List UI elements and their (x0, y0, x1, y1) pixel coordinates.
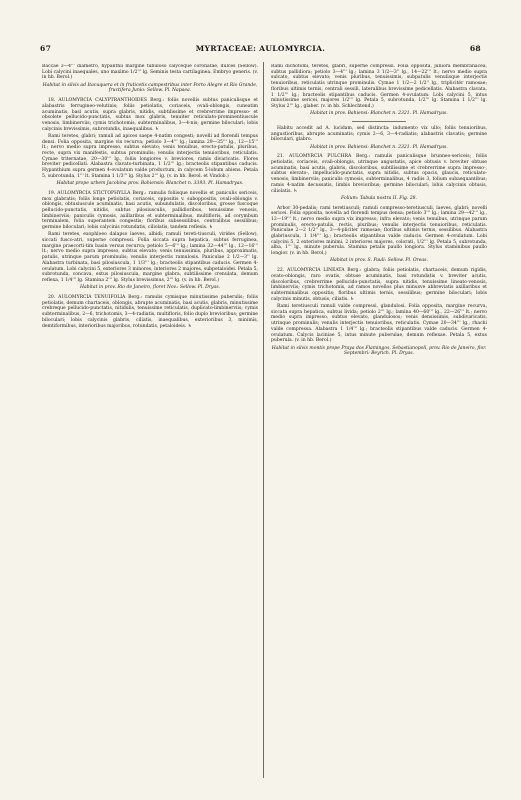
page-number-left: 67 (40, 44, 52, 53)
habitat-note: Habitat in prov. Rio de Janeiro, floret Nov.: Sellow. Pl. Dryas. (80, 285, 220, 291)
habitat-note: Habitat in prov. Bahiensi: Blanchet n. 2321. Pl. Hamadryas. (310, 111, 448, 117)
species-paragraph: 21. AULOMYRCIA PULCHRA Berg.: ramulis paniculisque brunneo-sericeis; foliis petiolatis, coriaceis, ovali-oblongis, utrinque angustatis, apice obtusis v. breviter obtuse acuminatis, basi acutis, glabris, discoloribus, subtilissime et crebrerrime supra impresso-, subtus elevato-, impellucido-punctatis, supra nitidis, subtus opacis, glaucis, reticulato-venosis, limbinerviis; paniculis cymosis, subterminalibus, 4 radiis 3, folium subaequantibus; ramis 4-natim decussatis, limbis brevioribus; germine biloculari; lobis calycinis obtusis, ciliolatis. ♄ (271, 154, 487, 194)
habitat-note: Habitat in prov. S. Pauli: Sellow. Pl. Oreas. (330, 258, 428, 264)
right-column (271, 64, 487, 780)
species-paragraph: Rami dichotomi, teretes, glabri, superne compressi. Folia opposita, juniora membranacea, subtus pallidiora; petiolo 3—4''' lg.; lamina 3 1/2—3'' lg., 14—22''' lt.; nervo medio supra sulcato, subtus elevato; venis pluribus, tenuissimis, subpatulis venulisque interjectis tenuioribus, reticulatis utrinque prominulis. Cymae 1 1/2—2 1/2'' lg., triplicitér ramosae; floribus ultimis ternis, centrali sessili, lateralibus brevissime pedicellatis. Alabastra clavata, 1 1/2''' lg.; bracteolis stipantibus caducis. Germen 4-ovulatum. Lobi calycini 5, intus minutissime sericei, majores 1/2''' lg. Petala 5, subrotunda, 1/2''' lg. Stamina 1 1/2''' lg. Stylus 2''' lg., glaber. (v. in hb. Schlechtend.) (271, 64, 487, 109)
species-paragraph: 22. AULOMYRCIA LINEATA Berg.: glabra; foliis petiolatis, chartaceis, demum rigidis, ovato-oblongis, raro ovatis, obtuse acuminatis, basi rotundatis v. breviter acutis, discoloribus, crebrerrime pellucido-punctatis, supra nitidis, tenuissime lineato-venosis, limbinerviis; cymis trichotomis, ad ramos novellos plus minusve abbreviatis axillaribus et subterminalibus oppositis; floribus ultimis ternis, sessilibus; germine biloculari; lobis calycinis minutis, obtusis, ciliatis. ♄ (271, 268, 487, 302)
left-column (42, 64, 258, 780)
species-paragraph: 20. AULOMYRCIA TENUIFOLIA Berg.: ramulis cymisque minutissime puberulis; foliis petiolatis, demum chartaceis, oblongis, abrupte acuminatis, basi acutis, glabris, minutissime crebreque pellucido-punctatis, nitidulis, tenuissime reticulatis, duplicato-limbinerviis; cymis subterminalibus, 2—6, trichotomis, 3—4-radiatis, multifloris, folio duplo brevioribus; germine biloculari; lobis calycinis glabris, ciliatis, inaequalibus, exterioribus 3, minimis, demtiformibus, interioribus majoribus, rotundatis, petaloideis. ♄ (42, 294, 258, 329)
habitat-note: Habitat in silvis ad Itacuquera et in fruticetis campestribus inter Porto Alegre et Rio Grande, fructifera Junio: Sellow. Pl. Napaea. (42, 82, 258, 94)
section-rule (352, 121, 406, 122)
habitat-note: Folium: Tabula nostra II. Fig. 28. (341, 195, 417, 201)
species-paragraph: Rami teretes, exophloeo dalapso laeves, albidi; ramuli tereti-tiusculi, virides (Sellow), siccati fusco-atri, superne compressi. Folia siccata supra hepatica, subtus ferruginea, margine praecorti-tim basin versus recurva; petiolo 5—6''' lg.; lamina 32—44''' lg., 12—16''' lt.; nervo medio supra impresso, subtus elevato; venis tenuissimis, pluribus, approximatis, patulis, utrinque parum prominulis; venulis interjectis ramulosis. Paniculae 2 1/2—3'' lg. Alabastra turbinata, basi pilosiuscula, 1 1/3''' lg.; bracteolis stipantibus caducis. Germen 4-ovulatum. Lobi calycini 5, exteriores 3 minores, interiores 2 majores, subpetaloidei. Petala 5, subrotunda, concava, extus pilosiuscula, margine glabra, subtilissime crenulata, demum reflexa, 1 1/4''' lg. Stamina 2''' lg. Stylus brevissimus, 2''' lg. (v. in hb. Berol.) (42, 232, 258, 283)
species-paragraph: Baccae 3—4''' diametro, hypanthii margine tubuloso calyceque coronatae, dulces (Sellow). Lobi calycini inaequales, uno maximo 1/2''' lg. Seminis testa cartilaginea. Embryo generis. (v. in hb. Berol.) (42, 64, 258, 81)
habitat-note: Habitat prope urbem Jacobina prov. Bahiensis: Blanchet n. 3393. Pl. Hamadryas. (56, 181, 244, 187)
habitat-note: Habitat in prov. Bahiensi: Blanchet n. 2321. Pl. Hamadryas. (310, 144, 448, 150)
species-paragraph: Arbor 30-pedalis; rami teretiusculi; ramuli compresso-teretiusculi, laeves, glabri; novelli sericei. Folia opposita, novella ad florendi tempus densa; petiolo 3''' lg.; lamina 29—42''' lg., 12—19''' lt.; nervo medio supra vix impresso, infra elevato; venis tenuibus, utrinque parum prominulis, erecto-patulis, rectis, pluribus; venulis interjectis tenuioribus, reticulatis. Paniculae 2—2 1/2'' lg., 3—4-pliciter ramosae; floribus ultimis ternis, sessilibus. Alabastra glabriuscula, 1 1/4''' lg.; bracteolis stipantibus valde caducis. Germen 4-ovulatum. Lobi calycini 5, 2 exteriores minimi, 2 interiores majores, colorati, 1/2''' lg. Petala 5, subrotunda, alba, 1''' lg., minute puberula. Stamina petalis paullo longiora. Stylus staminibus paullo longior. (v. in hb. Berol.) (271, 205, 487, 257)
habitat-note: Habitat in silvis montis prope Praya dos Flamingos, Sebastianopoli, prov. Rio de Janeiro, flor. Septembri: Beyrich. Pl. Dryas. (271, 345, 487, 357)
species-paragraph: Rami teretiusculi ramuli valde compressi, glandulosi. Folia opposita, margine recurva, siccata supra hepatica, subtus livida; petiolo 2''' lg.; lamina 40—60''' lg., 22—26''' lt.; nervo medio supra impresso, subtus elevato, glandulosos; venis densissimis, subdivaricatis, utrinque prominulis; venulis interjectis tenuioribus, reticulatis. Cymae 20—34''' lg., rhachi valde compressa. Alabastra 1 1/4''' lg.; bracteolis stipantibus valde caducis. Germen 4-ovulatum. Calycis laciniae 5, intus minute puberulae, demum reflexae. Petala 5, extus puberula. (v. in hb. Berol.) (271, 303, 487, 344)
column-divider (263, 62, 264, 778)
running-title: MYRTACEAE: AULOMYRCIA. (195, 44, 326, 53)
page-number-right: 68 (469, 44, 481, 53)
species-paragraph: Rami teretes, glabri; ramuli ad apices saepe 4-natim congesti; novelli ad florendi tempus densi. Folia opposita, margine vix recurva; petiolo 3—4''' lg.; lamina 29—35''' lg., 12—15''' lt.; nervo medio supra impresso, subtus elevato; venis tenuibus, erecto-patulis, pluribus, recte, supra vix manifestis, subtus prominulis; venulis interjectis tenuioribus, reticulatis. Cymae triternatae, 20—30''' lg., foliis longiores v. breviores, ramis divaricatis. Flores breviter pedicellati. Alabastra clavato-turbinata, 1 1/2''' lg.; bracteolis stipantibus caducis. Hypanthium supra germen 4-ovulatum valde productum, in calycem 5-lobum abiens. Petala 5, subrotunda, 1''' lt. Stamina 1 1/3''' lg. Stylus 2''' lg. (v. in hb. Berol. et Vindob.) (42, 133, 258, 179)
running-header (40, 44, 481, 58)
species-paragraph: 18. AULOMYRCIA CALYPTRANTHOIDES Berg.: foliis novellis subtus paniculisque et alabastris ferrugineo-velutinis; foliis petiolatis, coriaceis, ovali-oblongis, cuneatim acuminatis, basi acutis, supra glabris, nitidis, subtilissime et crebrerrime impresso- et obsolete pellucido-punctatis, subtus mox glabris, tenuiter reticulato-prominentiuscule venosis, limbinerviis; cymis trichotomis, subterminalibus, 3—4-nis; germine biloculari; lobis calycinis brevissimis, subrotundis, inaequalibus. ♄ (42, 98, 258, 132)
species-paragraph: 19. AULOMYRCIA STICTOPHYLLA Berg.: ramulis foliisque novellis et paniculis sericeis, mox glabratis; foliis longe petiolatis, coriaceis, oppositis v. suboppositis, ovali-oblongis v. oblongis, obtusiuscule acuminatis, basi acutis, subundulatis, discoloribus, grosse fuscoque pellucido-punctatis, nitidis, subtus pilosiusculis, pallidioribus, tenuissime venosis, limbinerviis; paniculis cymosis, axillaribus et subterminalibus, multifloris, ad corymbum terminalem, folia superantem congestis; floribus subsessilibus, centralibus sessilibus; germine biloculari; lobis calycinis rotundatis, ciliolatis, tandem reflexis. ♄ (42, 190, 258, 231)
species-paragraph: Habitu accedit ad A. lucidam, sed distincta: indumento vix ullo; foliis tenuioribus, angustioribus, abrupte acuminatis; cymis 2—6, 3—4-radiatis; alabastris clavatis; germine biloculari, glabro. (271, 125, 487, 143)
